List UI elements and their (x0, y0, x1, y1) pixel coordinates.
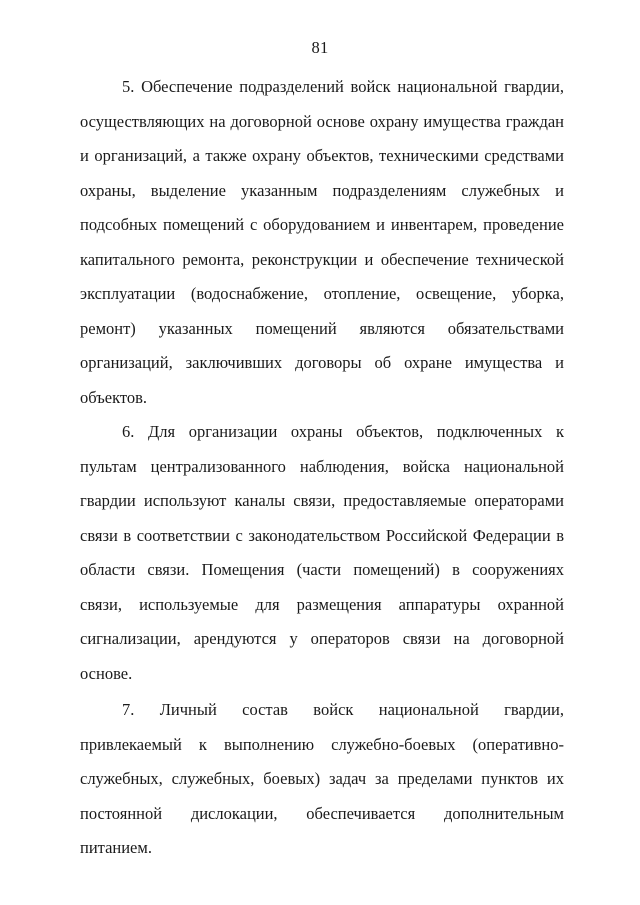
page-number: 81 (311, 38, 329, 57)
document-body (80, 70, 564, 866)
paragraph-5: 5. Обеспечение подразделений войск национальной гвардии, осуществляющих на договорной основе охрану имущества граждан и организаций, а также охрану объектов, техническими средствами охраны, выделение указанным подразделениям служебных и подсобных помещений с оборудованием и инвентарем, проведение капитального ремонта, реконструкции и обеспечение технической эксплуатации (водоснабжение, отопление, освещение, уборка, ремонт) указанных помещений являются обязательствами организаций, заключивших договоры об охране имущества и объектов. (80, 77, 564, 407)
paragraph-6: 6. Для организации охраны объектов, подключенных к пультам централизованного наблюдения, войска национальной гвардии используют каналы связи, предоставляемые операторами связи в соответствии с законодательством Российской Федерации в области связи. Помещения (части помещений) в сооружениях связи, используемые для размещения аппаратуры охранной сигнализации, арендуются у операторов связи на договорной основе. (80, 422, 564, 683)
paragraph-7: 7. Личный состав войск национальной гвардии, привлекаемый к выполнению служебно-боевых (оперативно-служебных, служебных, боевых) задач за пределами пунктов их постоянной дислокации, обеспечивается дополнительным питанием. (80, 700, 564, 857)
